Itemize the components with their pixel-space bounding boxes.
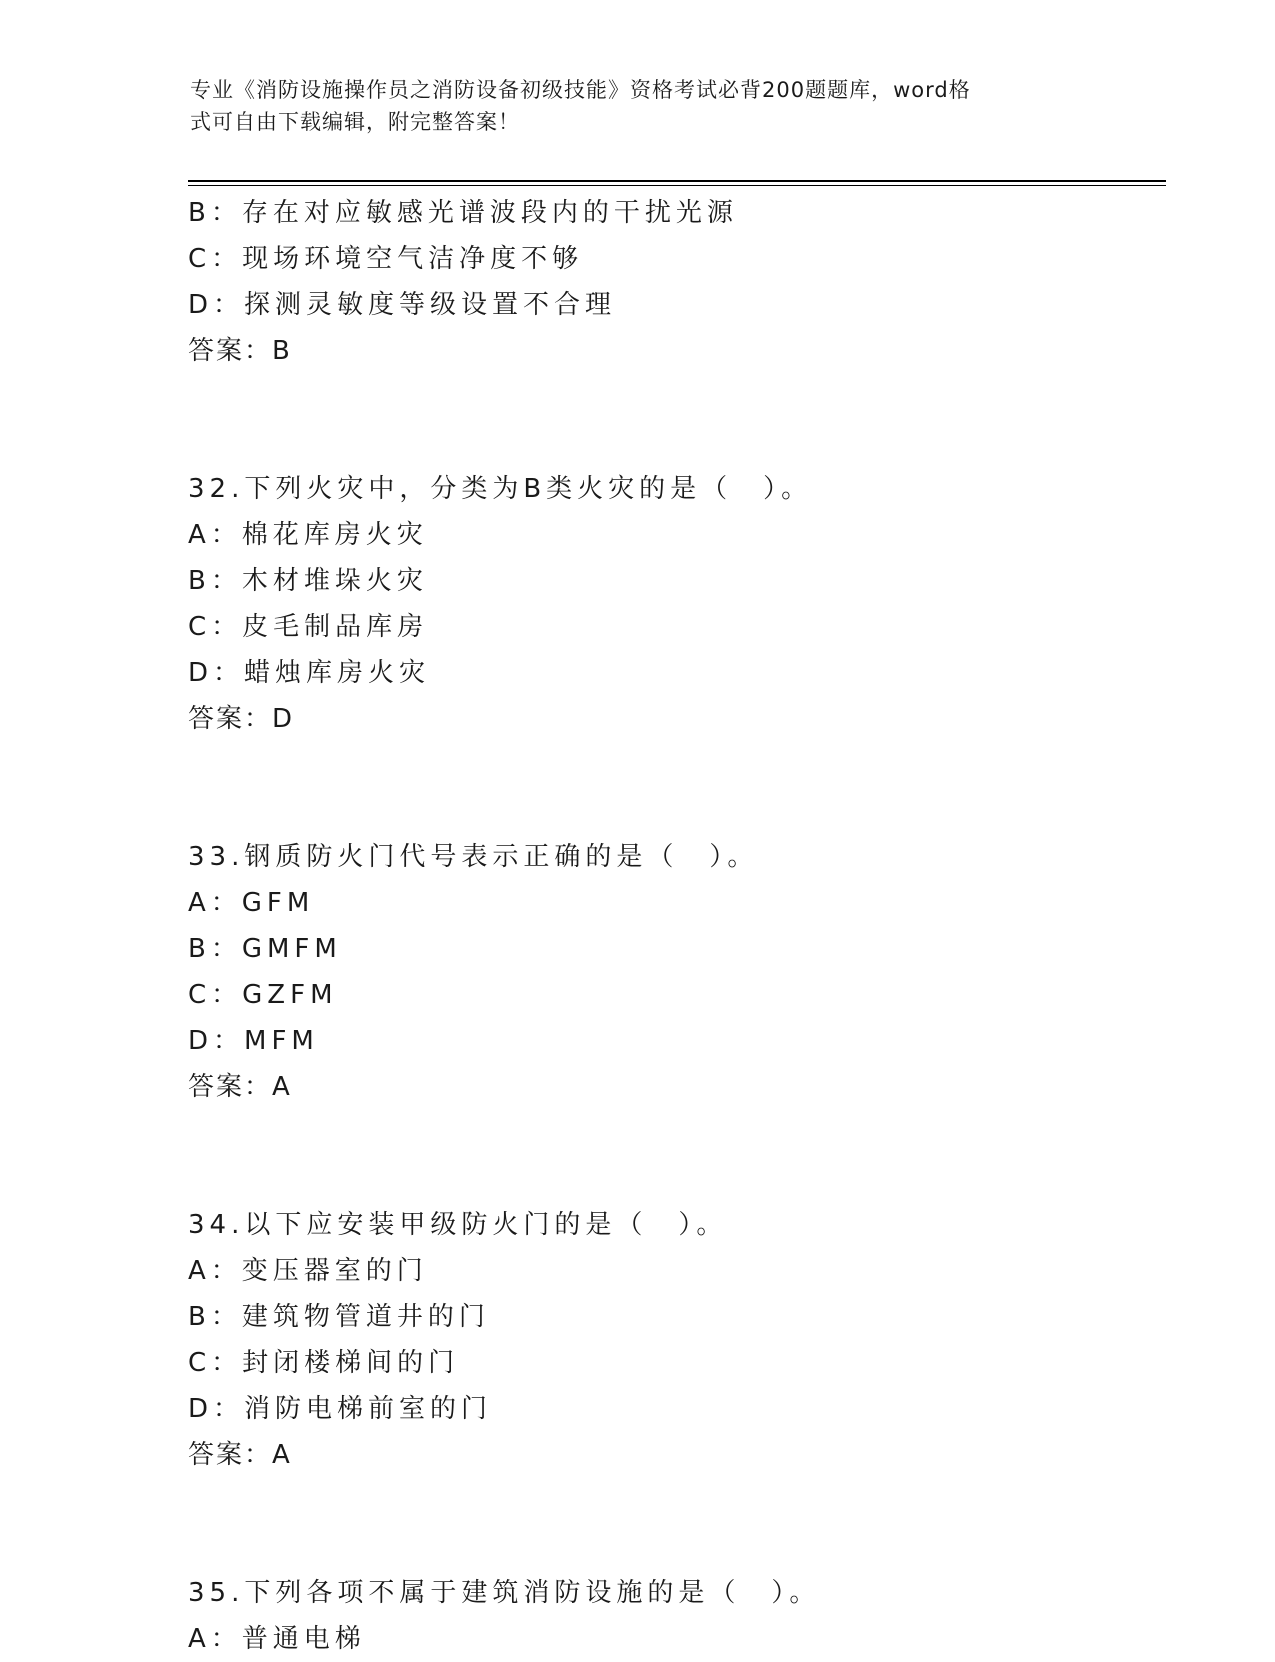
option-b: B：存在对应敏感光谱波段内的干扰光源 xyxy=(188,198,738,228)
question-34 xyxy=(188,1202,1168,1478)
spacer xyxy=(188,1110,1168,1202)
question-content xyxy=(188,190,1168,1662)
option-a: A：GFM xyxy=(188,888,315,918)
answer-line: 答案：A xyxy=(188,1072,292,1102)
header-line-2: 式可自由下载编辑，附完整答案！ xyxy=(190,110,520,134)
option-d: D：MFM xyxy=(188,1026,319,1056)
header-rule-thin xyxy=(188,185,1166,186)
header-rule-thick xyxy=(188,180,1166,182)
question-33 xyxy=(188,834,1168,1110)
option-a: A：棉花库房火灾 xyxy=(188,520,428,550)
option-c: C：皮毛制品库房 xyxy=(188,612,429,642)
option-d: D：消防电梯前室的门 xyxy=(188,1394,493,1424)
option-a: A：变压器室的门 xyxy=(188,1256,428,1286)
option-c: C：现场环境空气洁净度不够 xyxy=(188,244,584,274)
option-b: B：木材堆垛火灾 xyxy=(188,566,428,596)
option-c: C：GZFM xyxy=(188,980,338,1010)
header-line-1: 专业《消防设施操作员之消防设备初级技能》资格考试必背200题题库，word格 xyxy=(190,78,971,102)
question-31-continuation xyxy=(188,190,1168,374)
answer-line: 答案：D xyxy=(188,704,295,734)
answer-line: 答案：B xyxy=(188,336,292,366)
spacer xyxy=(188,1478,1168,1570)
option-b: B：建筑物管道井的门 xyxy=(188,1302,490,1332)
option-a: A：普通电梯 xyxy=(188,1624,366,1654)
option-d: D：探测灵敏度等级设置不合理 xyxy=(188,290,617,320)
question-32 xyxy=(188,466,1168,742)
question-stem: 32.下列火灾中，分类为B类火灾的是（ ）。 xyxy=(188,474,813,504)
spacer xyxy=(188,374,1168,466)
option-c: C：封闭楼梯间的门 xyxy=(188,1348,460,1378)
document-header xyxy=(190,74,1090,138)
option-d: D：蜡烛库房火灾 xyxy=(188,658,431,688)
question-stem: 33.钢质防火门代号表示正确的是（ ）。 xyxy=(188,842,759,872)
question-stem: 34.以下应安装甲级防火门的是（ ）。 xyxy=(188,1210,728,1240)
answer-line: 答案：A xyxy=(188,1440,292,1470)
question-35 xyxy=(188,1570,1168,1662)
spacer xyxy=(188,742,1168,834)
question-stem: 35.下列各项不属于建筑消防设施的是（ ）。 xyxy=(188,1578,821,1608)
option-b: B：GMFM xyxy=(188,934,342,964)
